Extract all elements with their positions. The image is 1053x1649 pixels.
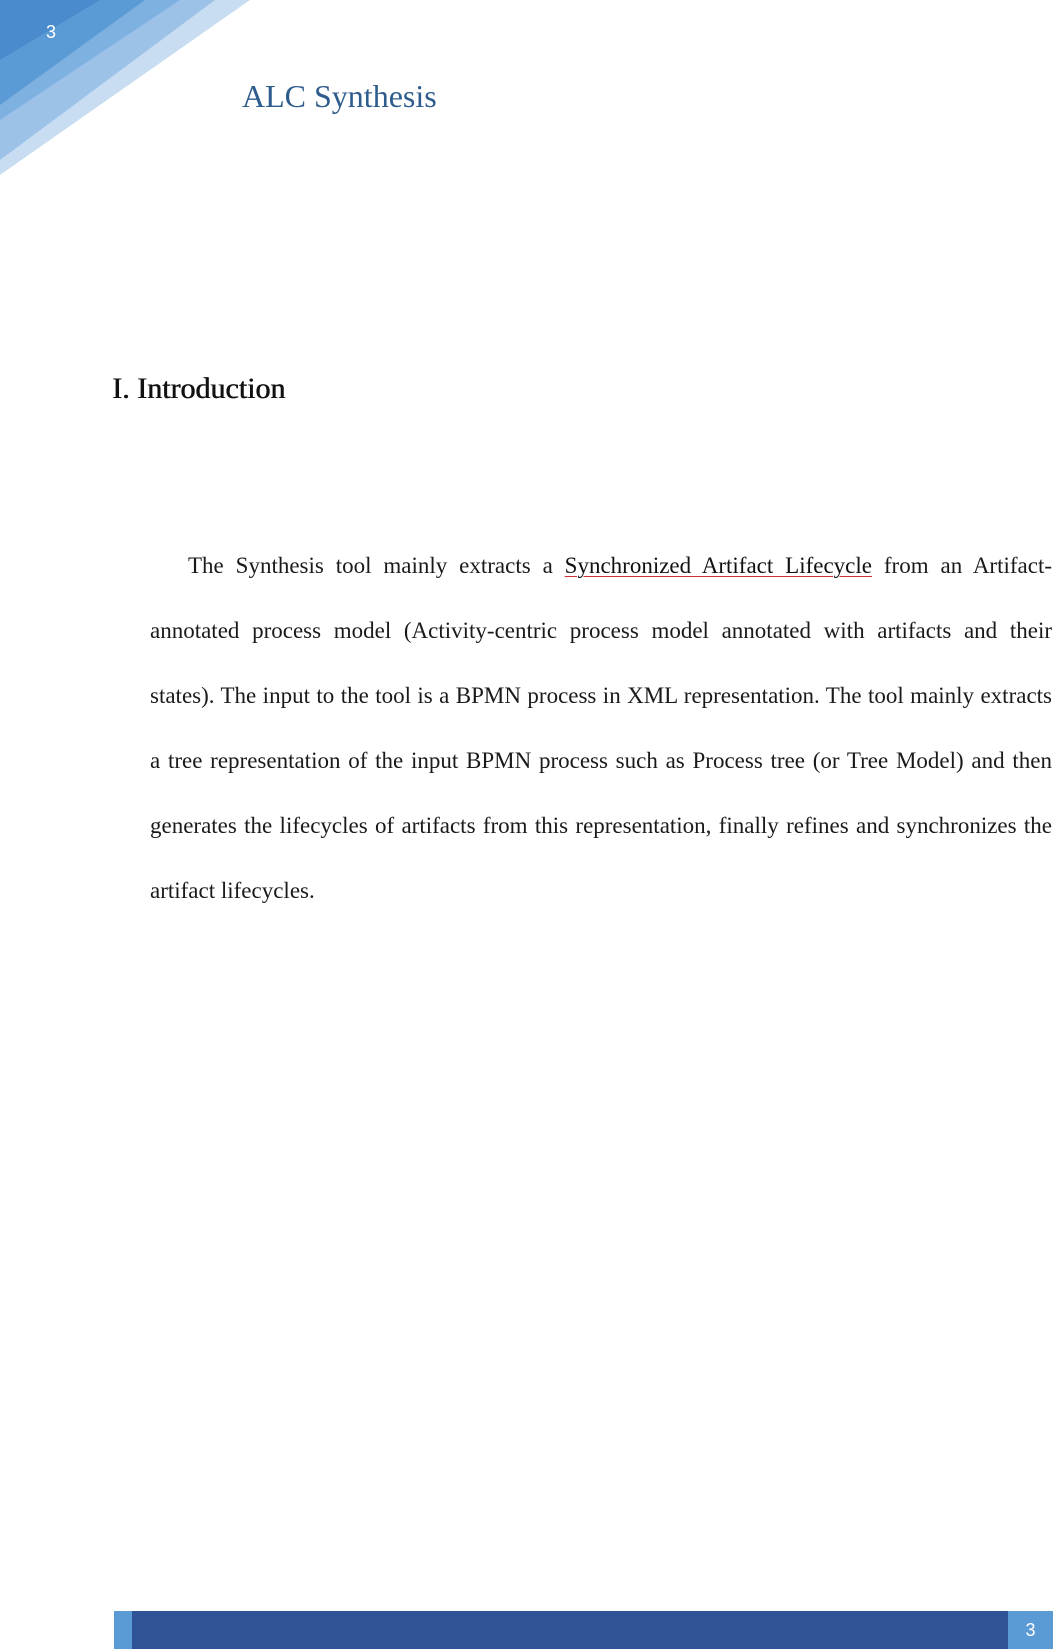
footer-page-number: 3 xyxy=(1008,1611,1053,1649)
corner-decoration xyxy=(0,0,260,175)
header-title: ALC Synthesis xyxy=(242,78,437,114)
section-heading: I. Introduction xyxy=(112,372,286,405)
footer-accent xyxy=(114,1611,132,1649)
header-page-number: 3 xyxy=(46,22,57,42)
highlighted-term: Synchronized Artifact Lifecycle xyxy=(564,553,872,578)
paragraph-text-end: from an Artifact-annotated process model (Activity-centric process model annotated with artifacts and their states). The input to the tool is a BPMN process in XML representation. The tool mainly extracts a tree representation of the input BPMN process such as Process tree (or Tree Model) and then generates the lifecycles of artifacts from this representation, finally refines and synchronizes the artifact lifecycles. xyxy=(150,553,1052,903)
footer-bar xyxy=(114,1611,1053,1649)
intro-paragraph xyxy=(150,533,1052,923)
paragraph-text-start: The Synthesis tool mainly extracts a xyxy=(188,553,565,578)
